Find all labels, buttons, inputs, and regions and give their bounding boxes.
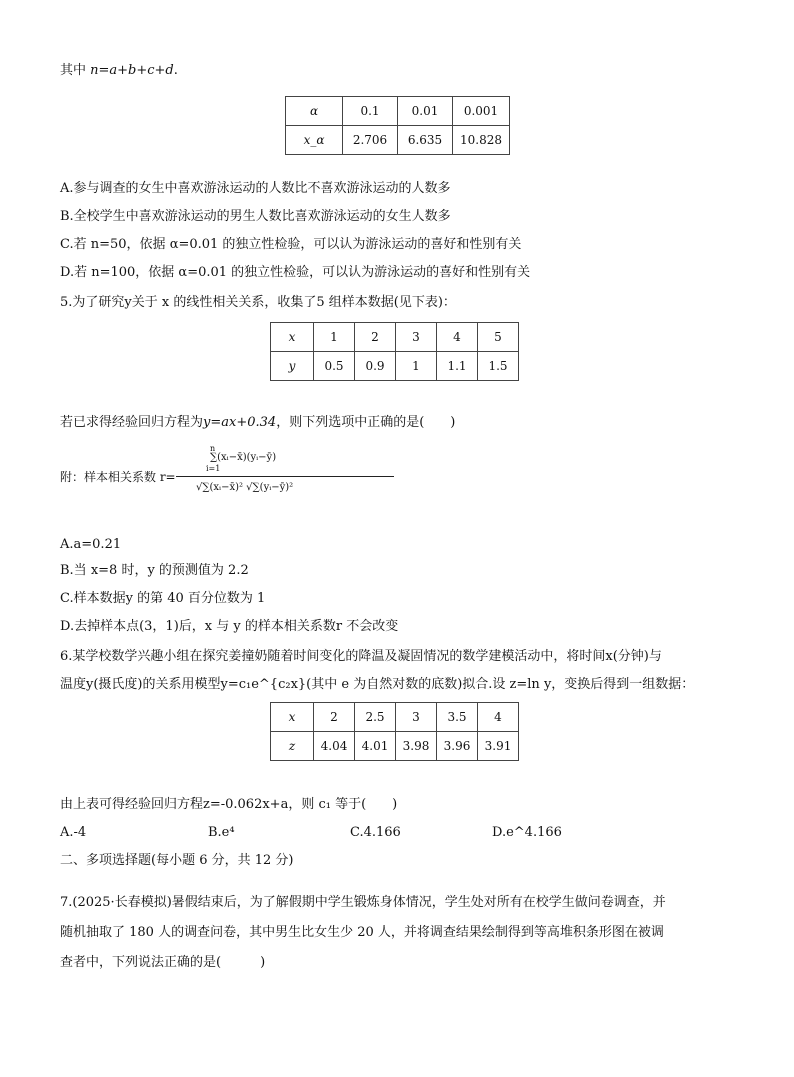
table-cell: 5 <box>478 323 519 352</box>
q4-option-b: B.全校学生中喜欢游泳运动的男生人数比喜欢游泳运动的女生人数多 <box>60 209 451 224</box>
table-cell: 4 <box>478 703 519 732</box>
q5-option-c: C.样本数据y 的第 40 百分位数为 1 <box>60 591 266 606</box>
correlation-formula <box>60 440 360 520</box>
q5-table <box>270 322 519 381</box>
table-row <box>271 703 519 732</box>
q5-option-a: A.a=0.21 <box>60 537 122 552</box>
q6-stem-line2: 温度y(摄氏度)的关系用模型y=c₁e^{c₂x}(其中 e 为自然对数的底数)拟合.设 z=ln y，变换后得到一组数据： <box>60 677 695 692</box>
q5-regression-suffix: ，则下列选项中正确的是( ) <box>276 415 456 430</box>
formula-denominator: √∑(xᵢ−x̄)² √∑(yᵢ−ȳ)² <box>196 482 294 493</box>
table-cell: 3.5 <box>437 703 478 732</box>
table-cell: 4 <box>437 323 478 352</box>
q5-regression-line <box>60 414 455 432</box>
q6-regression-line: 由上表可得经验回归方程z=-0.062x+a，则 c₁ 等于( ) <box>60 797 398 812</box>
q7-line3: 查者中，下列说法正确的是( ) <box>60 955 266 970</box>
q4-option-d: D.若 n=100，依据 α=0.01 的独立性检验，可以认为游泳运动的喜好和性别有关 <box>60 265 531 280</box>
table-cell: 3.96 <box>437 732 478 761</box>
table-row <box>286 126 510 155</box>
q7-line2: 随机抽取了 180 人的调查问卷，其中男生比女生少 20 人，并将调查结果绘制得到等高堆积条形图在被调 <box>60 925 664 940</box>
table-cell: 2 <box>314 703 355 732</box>
table-cell: 1.5 <box>478 352 519 381</box>
intro-suffix: . <box>173 63 178 78</box>
table-cell: 2 <box>355 323 396 352</box>
table-cell: x_α <box>286 126 343 155</box>
fraction-bar <box>176 476 394 477</box>
sum-index: i=1 <box>206 464 221 473</box>
table-cell: 1 <box>396 352 437 381</box>
alpha-table <box>285 96 510 155</box>
q6-option-d: D.e^4.166 <box>492 825 562 840</box>
q5-stem: 5.为了研究y关于 x 的线性相关关系，收集了5 组样本数据(见下表)： <box>60 295 456 310</box>
q4-option-a: A.参与调查的女生中喜欢游泳运动的人数比不喜欢游泳运动的人数多 <box>60 181 451 196</box>
table-cell: 6.635 <box>398 126 453 155</box>
formula-numerator: ∑(xᵢ−x̄)(yᵢ−ȳ) <box>210 452 277 463</box>
table-cell: 3.98 <box>396 732 437 761</box>
table-row <box>271 352 519 381</box>
sum-upper: n <box>210 444 216 453</box>
table-row <box>271 732 519 761</box>
table-cell: 10.828 <box>453 126 510 155</box>
table-cell: 4.04 <box>314 732 355 761</box>
intro-formula: n=a+b+c+d <box>90 63 174 78</box>
table-cell: 2.706 <box>343 126 398 155</box>
table-cell: y <box>271 352 314 381</box>
table-cell: 3 <box>396 703 437 732</box>
q4-option-c: C.若 n=50，依据 α=0.01 的独立性检验，可以认为游泳运动的喜好和性别有关 <box>60 237 522 252</box>
table-row <box>286 97 510 126</box>
q5-regression-prefix: 若已求得经验回归方程为 <box>60 415 204 430</box>
q6-stem-line1: 6.某学校数学兴趣小组在探究姜撞奶随着时间变化的降温及凝固情况的数学建模活动中，将时间x(分钟)与 <box>60 649 662 664</box>
q6-table <box>270 702 519 761</box>
table-cell: 0.1 <box>343 97 398 126</box>
table-cell: 1.1 <box>437 352 478 381</box>
table-cell: 1 <box>314 323 355 352</box>
q5-regression-eq: y=ax+0.34 <box>203 415 277 430</box>
q7-line1: 7.(2025·长春模拟)暑假结束后，为了解假期中学生锻炼身体情况，学生处对所有在校学生做问卷调查，并 <box>60 895 666 910</box>
appendix-label: 附：样本相关系数 r= <box>60 470 176 484</box>
intro-prefix: 其中 <box>60 63 91 78</box>
intro-line <box>60 62 178 80</box>
q6-option-a: A.-4 <box>60 825 87 840</box>
table-cell: 0.01 <box>398 97 453 126</box>
table-cell: 4.01 <box>355 732 396 761</box>
section-heading: 二、多项选择题(每小题 6 分，共 12 分) <box>60 853 294 868</box>
table-cell: 3.91 <box>478 732 519 761</box>
table-cell: 0.9 <box>355 352 396 381</box>
table-cell: z <box>271 732 314 761</box>
table-row <box>271 323 519 352</box>
table-cell: 0.001 <box>453 97 510 126</box>
table-cell: 0.5 <box>314 352 355 381</box>
table-cell: α <box>286 97 343 126</box>
q6-option-c: C.4.166 <box>350 825 401 840</box>
table-cell: x <box>271 323 314 352</box>
table-cell: x <box>271 703 314 732</box>
q5-option-d: D.去掉样本点(3，1)后，x 与 y 的样本相关系数r 不会改变 <box>60 619 399 634</box>
table-cell: 3 <box>396 323 437 352</box>
table-cell: 2.5 <box>355 703 396 732</box>
q6-option-b: B.e⁴ <box>208 825 235 840</box>
q5-option-b: B.当 x=8 时，y 的预测值为 2.2 <box>60 563 249 578</box>
